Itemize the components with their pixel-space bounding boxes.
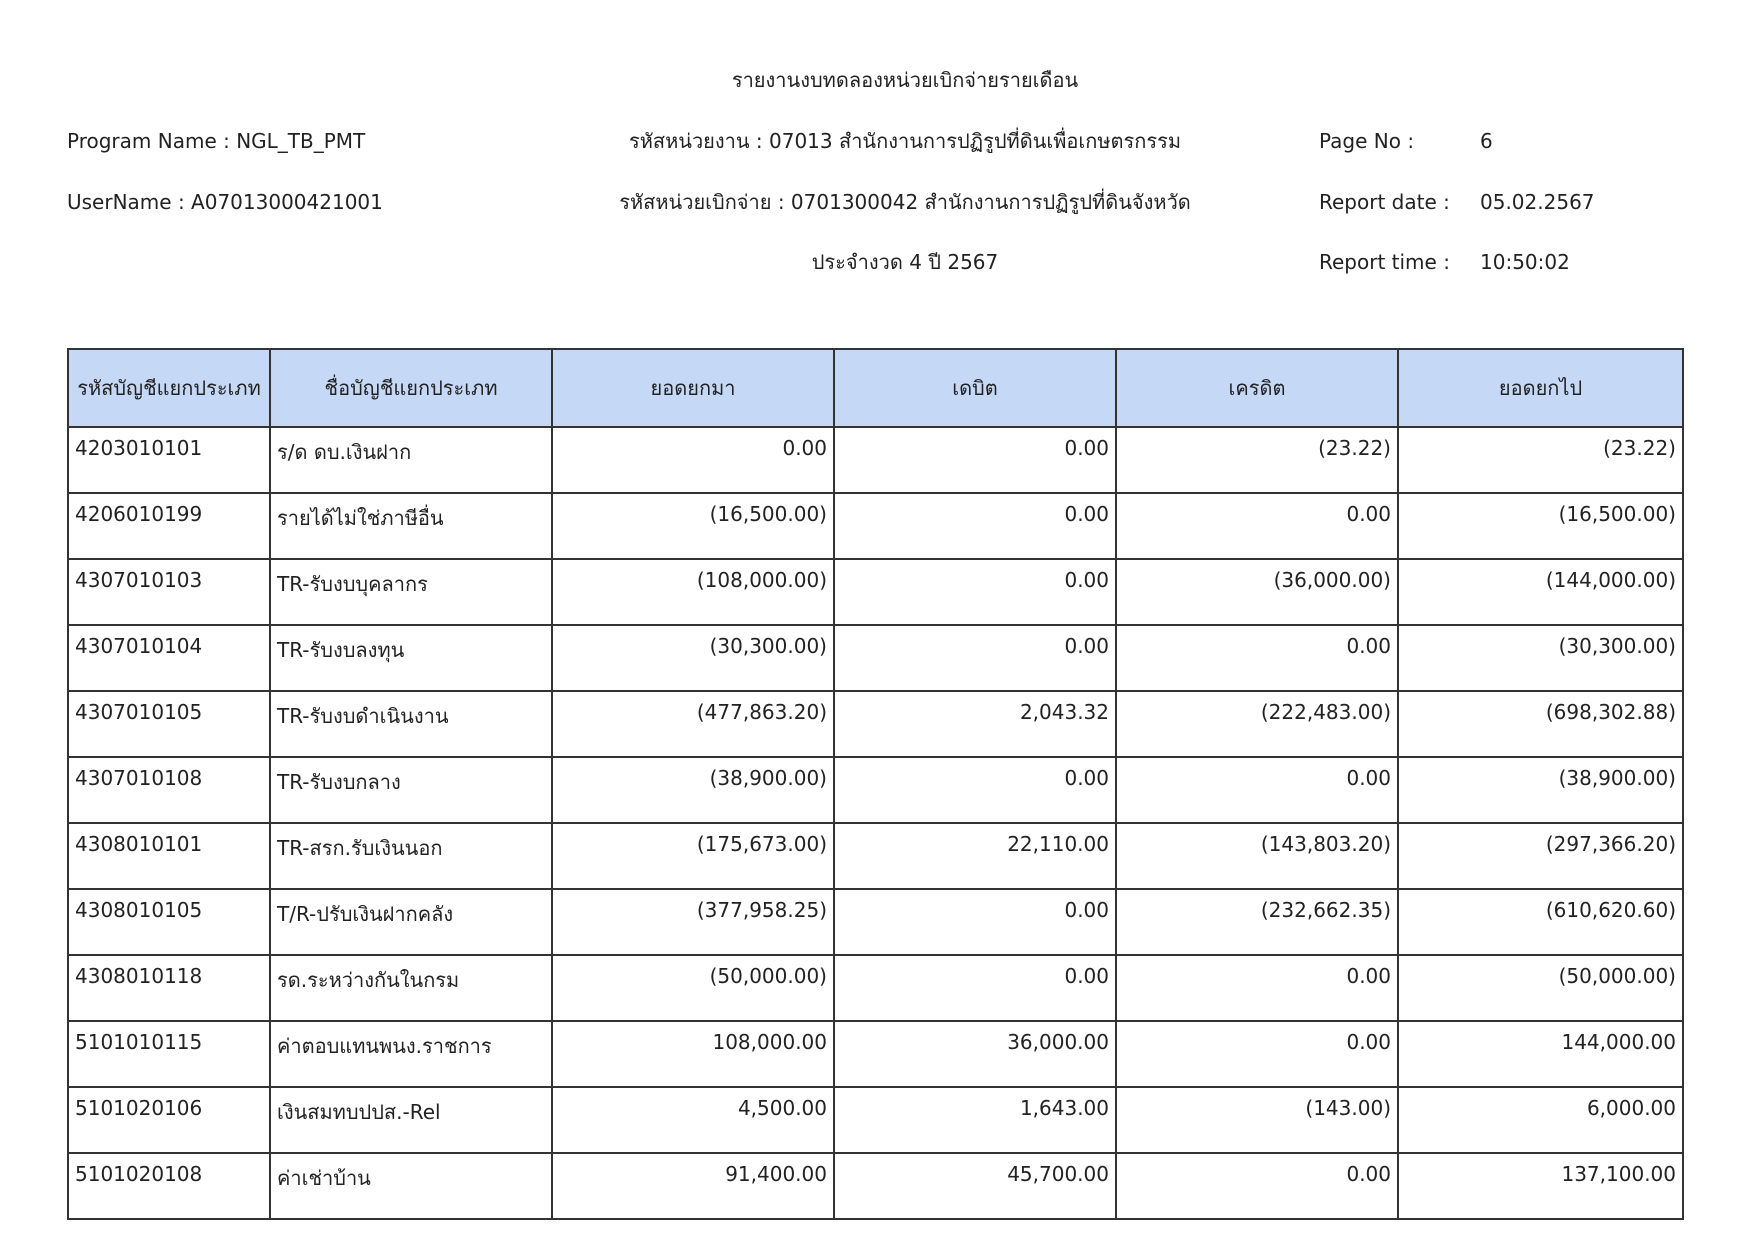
column-header-debit: เดบิต [834,349,1116,427]
credit-cell: 0.00 [1116,1021,1398,1087]
opening-balance-cell: (175,673.00) [552,823,834,889]
closing-balance-cell: 144,000.00 [1398,1021,1683,1087]
opening-balance-cell: 4,500.00 [552,1087,834,1153]
account-code-cell: 4206010199 [68,493,270,559]
account-code-cell: 4307010105 [68,691,270,757]
account-name-cell: TR-รับงบดำเนินงาน [270,691,552,757]
table-row [68,691,1683,757]
opening-balance-cell: (477,863.20) [552,691,834,757]
opening-balance-cell: (108,000.00) [552,559,834,625]
credit-cell: 0.00 [1116,757,1398,823]
table-row [68,757,1683,823]
account-code-cell: 5101010115 [68,1021,270,1087]
credit-cell: 0.00 [1116,1153,1398,1219]
debit-cell: 45,700.00 [834,1153,1116,1219]
table-row [68,559,1683,625]
credit-cell: 0.00 [1116,493,1398,559]
account-code-cell: 4307010103 [68,559,270,625]
account-name-cell: T/R-ปรับเงินฝากคลัง [270,889,552,955]
account-code-cell: 5101020106 [68,1087,270,1153]
closing-balance-cell: 137,100.00 [1398,1153,1683,1219]
page-no-value: 6 [1480,129,1493,153]
opening-balance-cell: (16,500.00) [552,493,834,559]
report-date-value: 05.02.2567 [1480,190,1595,214]
account-name-cell: TR-รับงบกลาง [270,757,552,823]
table-row [68,823,1683,889]
credit-cell: (143,803.20) [1116,823,1398,889]
closing-balance-cell: (30,300.00) [1398,625,1683,691]
closing-balance-cell: (50,000.00) [1398,955,1683,1021]
column-header-closing-balance: ยอดยกไป [1398,349,1683,427]
trial-balance-table [67,348,1684,1220]
report-title: รายงานงบทดลองหน่วยเบิกจ่ายรายเดือน [731,68,1079,92]
account-code-cell: 5101020108 [68,1153,270,1219]
account-name-cell: ค่าตอบแทนพนง.ราชการ [270,1021,552,1087]
account-name-cell: รด.ระหว่างกันในกรม [270,955,552,1021]
credit-cell: (143.00) [1116,1087,1398,1153]
table-row [68,625,1683,691]
credit-cell: (222,483.00) [1116,691,1398,757]
account-name-cell: TR-รับงบลงทุน [270,625,552,691]
disbursement-unit-line: รหัสหน่วยเบิกจ่าย : 0701300042 สำนักงานการปฏิรูปที่ดินจังหวัด [619,190,1191,214]
program-name: Program Name : NGL_TB_PMT [67,129,366,153]
agency-code-line: รหัสหน่วยงาน : 07013 สำนักงานการปฏิรูปที่ดินเพื่อเกษตรกรรม [628,129,1182,153]
report-time-value: 10:50:02 [1480,250,1570,274]
column-header-account-code: รหัสบัญชีแยกประเภท [68,349,270,427]
account-name-cell: ค่าเช่าบ้าน [270,1153,552,1219]
closing-balance-cell: (16,500.00) [1398,493,1683,559]
opening-balance-cell: (50,000.00) [552,955,834,1021]
opening-balance-cell: (38,900.00) [552,757,834,823]
opening-balance-cell: (30,300.00) [552,625,834,691]
account-name-cell: รายได้ไม่ใช่ภาษีอื่น [270,493,552,559]
opening-balance-cell: 91,400.00 [552,1153,834,1219]
table-header-row [68,349,1683,427]
page-no-label: Page No : [1319,129,1415,153]
table-row [68,1153,1683,1219]
account-code-cell: 4308010101 [68,823,270,889]
credit-cell: (232,662.35) [1116,889,1398,955]
debit-cell: 22,110.00 [834,823,1116,889]
credit-cell: (36,000.00) [1116,559,1398,625]
debit-cell: 0.00 [834,427,1116,493]
table-row [68,1087,1683,1153]
account-name-cell: TR-รับงบบุคลากร [270,559,552,625]
closing-balance-cell: (23.22) [1398,427,1683,493]
account-code-cell: 4307010104 [68,625,270,691]
closing-balance-cell: (610,620.60) [1398,889,1683,955]
debit-cell: 36,000.00 [834,1021,1116,1087]
table-row [68,889,1683,955]
closing-balance-cell: (144,000.00) [1398,559,1683,625]
table-body [68,427,1683,1219]
debit-cell: 0.00 [834,889,1116,955]
opening-balance-cell: 108,000.00 [552,1021,834,1087]
credit-cell: 0.00 [1116,625,1398,691]
column-header-account-name: ชื่อบัญชีแยกประเภท [270,349,552,427]
closing-balance-cell: (38,900.00) [1398,757,1683,823]
table-row [68,427,1683,493]
period-line: ประจำงวด 4 ปี 2567 [811,250,999,274]
debit-cell: 0.00 [834,625,1116,691]
credit-cell: (23.22) [1116,427,1398,493]
debit-cell: 0.00 [834,757,1116,823]
debit-cell: 0.00 [834,955,1116,1021]
column-header-opening-balance: ยอดยกมา [552,349,834,427]
closing-balance-cell: (297,366.20) [1398,823,1683,889]
opening-balance-cell: 0.00 [552,427,834,493]
debit-cell: 2,043.32 [834,691,1116,757]
column-header-credit: เครดิต [1116,349,1398,427]
closing-balance-cell: 6,000.00 [1398,1087,1683,1153]
account-name-cell: ร/ด ดบ.เงินฝาก [270,427,552,493]
account-code-cell: 4307010108 [68,757,270,823]
table-row [68,955,1683,1021]
opening-balance-cell: (377,958.25) [552,889,834,955]
closing-balance-cell: (698,302.88) [1398,691,1683,757]
debit-cell: 0.00 [834,493,1116,559]
account-code-cell: 4203010101 [68,427,270,493]
account-code-cell: 4308010118 [68,955,270,1021]
report-date-label: Report date : [1319,190,1450,214]
debit-cell: 0.00 [834,559,1116,625]
username: UserName : A07013000421001 [67,190,383,214]
table-row [68,493,1683,559]
account-name-cell: เงินสมทบปปส.-Rel [270,1087,552,1153]
debit-cell: 1,643.00 [834,1087,1116,1153]
credit-cell: 0.00 [1116,955,1398,1021]
table-row [68,1021,1683,1087]
account-code-cell: 4308010105 [68,889,270,955]
report-time-label: Report time : [1319,250,1450,274]
account-name-cell: TR-สรก.รับเงินนอก [270,823,552,889]
